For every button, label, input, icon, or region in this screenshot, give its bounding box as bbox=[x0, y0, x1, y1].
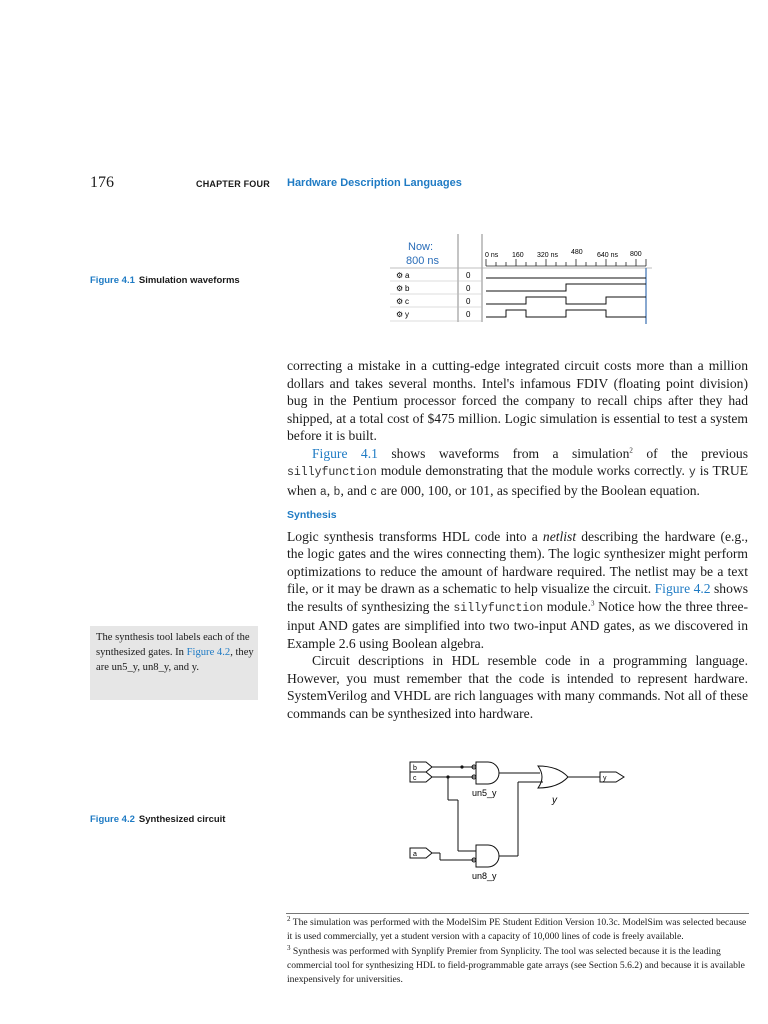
figure-4-2-link[interactable]: Figure 4.2 bbox=[654, 581, 711, 596]
input-label-c: c bbox=[413, 775, 417, 782]
figure-4-1-title: Simulation waveforms bbox=[138, 275, 240, 286]
gate-label-un5: un5_y bbox=[472, 788, 497, 798]
paragraph: correcting a mistake in a cutting-edge integrated circuit costs more than a million dollars and takes several months. Intel's infamous FDIV (floating point division) bug in the Pentium processor forced the company to recall chips after they had shipped, at a total cost of $475 million. Logic simulation is essential to test a system before it is built. bbox=[287, 358, 748, 443]
figure-4-2-link[interactable]: Figure 4.2 bbox=[186, 647, 231, 658]
figure-4-2-title: Synthesized circuit bbox=[138, 814, 226, 825]
figure-4-2-number: Figure 4.2 bbox=[90, 814, 135, 825]
page-number: 176 bbox=[90, 174, 114, 191]
footnote-number: 3 bbox=[287, 943, 291, 952]
simulation-waveform-figure bbox=[390, 232, 660, 328]
paragraph bbox=[287, 445, 748, 502]
time-axis bbox=[485, 249, 646, 266]
text-run: are 000, 100, or 101, as specified by the Boolean equation. bbox=[377, 482, 700, 498]
time-tick: 480 bbox=[571, 249, 583, 256]
footnote-text: Synthesis was performed with Synplify Premier from Synplicity. The tool was selected because it is the leading commercial tool for synthesizing HDL to field-programmable gate arrays (see Section 5.6.2) and because it is available inexpensively for universities. bbox=[287, 945, 745, 986]
section-heading: Synthesis bbox=[287, 509, 337, 521]
text-run: Logic synthesis transforms HDL code into a bbox=[287, 528, 543, 544]
gate-label-un8: un8_y bbox=[472, 871, 497, 881]
body-text bbox=[287, 357, 748, 722]
signal-name: b bbox=[405, 284, 410, 293]
signal-row-c bbox=[396, 297, 646, 306]
and-gate-un5 bbox=[476, 762, 499, 784]
figure-4-1-caption bbox=[90, 275, 240, 286]
code-text: y bbox=[688, 466, 696, 479]
now-value: 800 ns bbox=[406, 255, 440, 267]
footnotes bbox=[287, 916, 749, 987]
paragraph bbox=[287, 528, 748, 653]
figure-4-1-number: Figure 4.1 bbox=[90, 275, 135, 286]
figure-4-1-link[interactable]: Figure 4.1 bbox=[312, 445, 378, 461]
input-label-a: a bbox=[413, 851, 417, 858]
text-run: is TRUE when bbox=[287, 463, 749, 498]
signal-value: 0 bbox=[466, 310, 471, 319]
text-run: shows the results of synthesizing the bbox=[287, 581, 749, 614]
signal-name: c bbox=[405, 297, 409, 306]
waveform-c bbox=[486, 297, 646, 304]
code-text: sillyfunction bbox=[287, 466, 377, 479]
input-label-b: b bbox=[413, 765, 417, 772]
and-gate-un8 bbox=[476, 845, 499, 867]
code-text: a bbox=[319, 485, 327, 499]
paragraph: Circuit descriptions in HDL resemble code in a programming language. However, you must remember that the code is intended to represent hardware. SystemVerilog and VHDL are rich languages with many commands. Not all of these commands can be synthesized into hardware. bbox=[287, 653, 748, 721]
footnote-ref-2[interactable]: 2 bbox=[629, 445, 633, 454]
footnote-text: The simulation was performed with the ModelSim PE Student Edition Version 10.3c. ModelSim was selected because it is used commercially, yet a student version with a capacity of 10,000 lines of code is freely available. bbox=[287, 917, 747, 943]
text-run: of the previous bbox=[632, 445, 748, 461]
chapter-label: CHAPTER FOUR bbox=[196, 179, 270, 189]
figure-4-2-caption bbox=[90, 814, 225, 825]
text-run: Notice how the three three-input AND gates are simplified into two two-input AND gates, as we discovered in Example 2.6 using Boolean algebra. bbox=[287, 598, 749, 651]
synthesized-circuit-schematic bbox=[400, 756, 640, 882]
text-run: module. bbox=[543, 598, 591, 614]
footnote-3 bbox=[287, 945, 749, 988]
signal-icon: ⚙ bbox=[396, 284, 404, 293]
code-text: b bbox=[333, 485, 341, 499]
footnote-2 bbox=[287, 916, 749, 945]
time-tick: 160 bbox=[512, 252, 524, 259]
signal-name: a bbox=[405, 271, 410, 280]
signal-row-a bbox=[396, 271, 646, 280]
signal-icon: ⚙ bbox=[396, 271, 404, 280]
chapter-title: Hardware Description Languages bbox=[287, 177, 462, 189]
signal-value: 0 bbox=[466, 297, 471, 306]
signal-row-b bbox=[396, 284, 646, 293]
gate-label-y: y bbox=[552, 795, 557, 806]
signal-icon: ⚙ bbox=[396, 310, 404, 319]
signal-value: 0 bbox=[466, 271, 471, 280]
sidenote-box bbox=[90, 626, 258, 700]
emphasis: netlist bbox=[542, 528, 577, 544]
text-run: describing the hardware (e.g., the logic gates and the wires connecting them). The logic synthesizer might perform optimizations to reduce the amount of hardware required. The netlist may be a text file, or it may be drawn as a schematic to help visualize the circuit. bbox=[287, 528, 748, 596]
time-tick: 800 bbox=[630, 251, 642, 258]
signal-value: 0 bbox=[466, 284, 471, 293]
waveform-y bbox=[486, 310, 646, 317]
output-label-y: y bbox=[603, 775, 607, 782]
footnote-number: 2 bbox=[287, 914, 291, 923]
time-tick: 320 ns bbox=[537, 252, 559, 259]
signal-row-y bbox=[396, 310, 646, 319]
text-run: , they are un5_y, un8_y, and y. bbox=[96, 647, 254, 673]
or-gate-y bbox=[538, 766, 568, 788]
footnote-ref-3[interactable]: 3 bbox=[590, 598, 595, 607]
text-run: , and bbox=[340, 482, 371, 498]
now-label: Now: bbox=[408, 241, 434, 253]
time-tick: 640 ns bbox=[597, 252, 619, 259]
signal-name: y bbox=[405, 310, 409, 319]
text-run: module demonstrating that the module works correctly. bbox=[376, 463, 689, 478]
signal-icon: ⚙ bbox=[396, 297, 404, 306]
code-text: c bbox=[370, 485, 378, 499]
footnote-rule bbox=[286, 913, 749, 914]
text-run: shows waveforms from a simulation bbox=[377, 445, 630, 461]
text-run: , bbox=[326, 482, 334, 498]
code-text: sillyfunction bbox=[453, 601, 544, 615]
waveform-b bbox=[486, 284, 646, 291]
time-tick: 0 ns bbox=[485, 252, 499, 259]
text-run: The synthesis tool labels each of the synthesized gates. In bbox=[96, 632, 250, 658]
